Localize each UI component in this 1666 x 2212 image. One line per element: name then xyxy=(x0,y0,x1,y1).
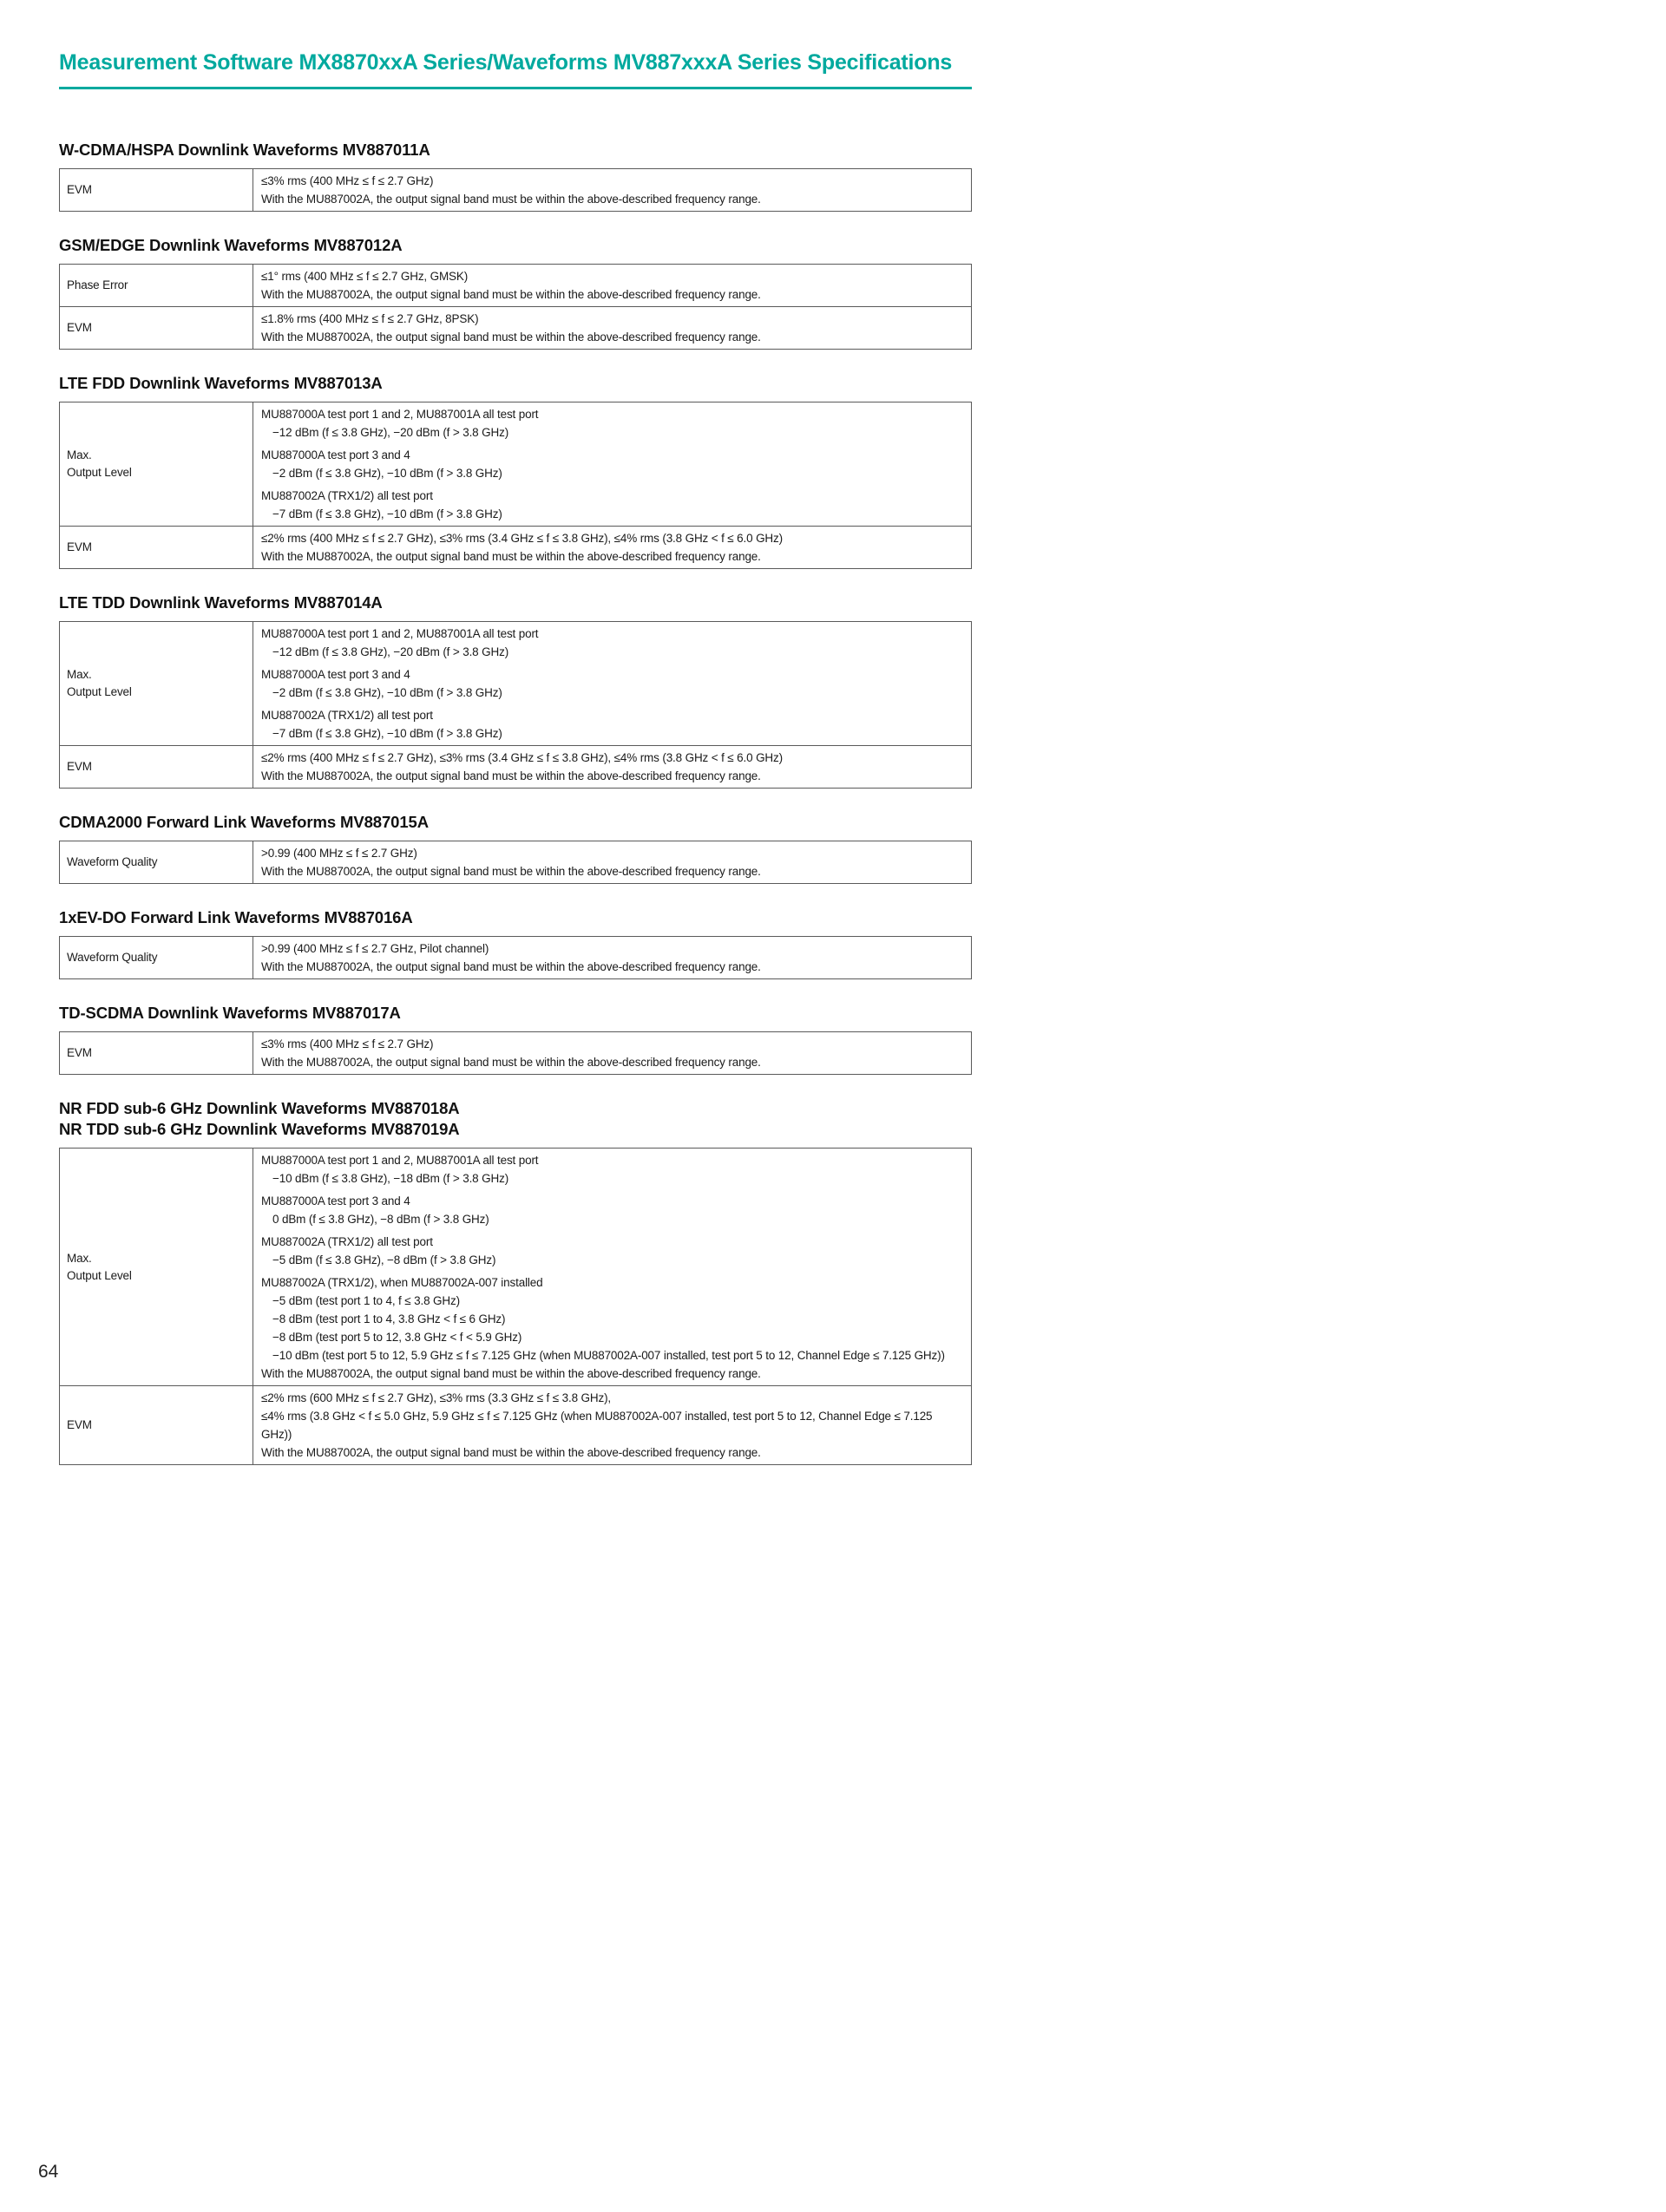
spec-group xyxy=(261,310,963,346)
spec-section xyxy=(59,592,972,789)
spec-group xyxy=(261,1273,963,1383)
spec-group xyxy=(261,706,963,743)
row-content xyxy=(253,937,971,978)
spec-group xyxy=(261,1151,963,1188)
section-headings xyxy=(59,592,972,613)
section-headings xyxy=(59,907,972,928)
spec-table xyxy=(59,841,972,884)
row-label xyxy=(60,1386,253,1464)
section-heading: 1xEV-DO Forward Link Waveforms MV887016A xyxy=(59,908,413,926)
row-content xyxy=(253,307,971,349)
spec-line: MU887000A test port 3 and 4 xyxy=(261,448,410,461)
table-row xyxy=(60,402,971,526)
spec-line: MU887002A (TRX1/2) all test port xyxy=(261,489,433,502)
row-content xyxy=(253,1386,971,1464)
spec-group xyxy=(261,1233,963,1269)
spec-line: −8 dBm (test port 1 to 4, 3.8 GHz < f ≤ 6 GHz) xyxy=(272,1312,506,1325)
spec-line: −5 dBm (test port 1 to 4, f ≤ 3.8 GHz) xyxy=(272,1294,460,1307)
spec-table xyxy=(59,264,972,350)
spec-line: −8 dBm (test port 5 to 12, 3.8 GHz < f < 5.9 GHz) xyxy=(272,1331,522,1344)
spec-line: With the MU887002A, the output signal band must be within the above-described frequency range. xyxy=(261,1056,761,1069)
section-headings xyxy=(59,140,972,160)
spec-line: With the MU887002A, the output signal band must be within the above-described frequency range. xyxy=(261,1367,761,1380)
spec-group xyxy=(261,487,963,523)
row-content xyxy=(253,402,971,526)
spec-line: MU887002A (TRX1/2) all test port xyxy=(261,709,433,722)
spec-table xyxy=(59,621,972,789)
spec-line: −7 dBm (f ≤ 3.8 GHz), −10 dBm (f > 3.8 GHz) xyxy=(272,727,502,740)
section-headings xyxy=(59,1003,972,1024)
spec-group xyxy=(261,1035,963,1071)
table-row xyxy=(60,306,971,349)
table-row xyxy=(60,745,971,788)
spec-line: >0.99 (400 MHz ≤ f ≤ 2.7 GHz, Pilot channel) xyxy=(261,942,489,955)
section-heading: TD-SCDMA Downlink Waveforms MV887017A xyxy=(59,1004,401,1022)
table-row xyxy=(60,841,971,883)
spec-table xyxy=(59,1148,972,1465)
spec-group xyxy=(261,1192,963,1228)
row-label-line: Phase Error xyxy=(67,278,128,291)
spec-section xyxy=(59,812,972,884)
row-label xyxy=(60,746,253,788)
table-row xyxy=(60,622,971,745)
row-label xyxy=(60,169,253,211)
table-row xyxy=(60,169,971,211)
spec-line: MU887002A (TRX1/2) all test port xyxy=(261,1235,433,1248)
section-heading: NR FDD sub-6 GHz Downlink Waveforms MV887018A xyxy=(59,1099,460,1117)
table-row xyxy=(60,1032,971,1074)
spec-line: ≤1° rms (400 MHz ≤ f ≤ 2.7 GHz, GMSK) xyxy=(261,270,469,283)
spec-line: −2 dBm (f ≤ 3.8 GHz), −10 dBm (f > 3.8 GHz) xyxy=(272,686,502,699)
spec-line: −10 dBm (f ≤ 3.8 GHz), −18 dBm (f > 3.8 GHz) xyxy=(272,1172,509,1185)
section-heading: NR TDD sub-6 GHz Downlink Waveforms MV887019A xyxy=(59,1120,460,1138)
row-label-line: Max. xyxy=(67,1251,92,1265)
spec-table xyxy=(59,1031,972,1075)
spec-line: −2 dBm (f ≤ 3.8 GHz), −10 dBm (f > 3.8 GHz) xyxy=(272,467,502,480)
spec-line: MU887000A test port 1 and 2, MU887001A all test port xyxy=(261,627,539,640)
spec-line: 0 dBm (f ≤ 3.8 GHz), −8 dBm (f > 3.8 GHz) xyxy=(272,1213,489,1226)
row-content xyxy=(253,1149,971,1385)
spec-line: With the MU887002A, the output signal band must be within the above-described frequency range. xyxy=(261,330,761,344)
spec-section xyxy=(59,235,972,350)
spec-line: ≤1.8% rms (400 MHz ≤ f ≤ 2.7 GHz, 8PSK) xyxy=(261,312,479,325)
row-content xyxy=(253,169,971,211)
row-label xyxy=(60,1149,253,1385)
spec-section xyxy=(59,907,972,979)
row-label-line: Output Level xyxy=(67,685,132,698)
spec-line: With the MU887002A, the output signal band must be within the above-described frequency range. xyxy=(261,960,761,973)
spec-line: With the MU887002A, the output signal band must be within the above-described frequency range. xyxy=(261,865,761,878)
section-headings xyxy=(59,373,972,394)
spec-line: ≤2% rms (600 MHz ≤ f ≤ 2.7 GHz), ≤3% rms (3.3 GHz ≤ f ≤ 3.8 GHz), xyxy=(261,1391,612,1404)
spec-line: MU887002A (TRX1/2), when MU887002A-007 installed xyxy=(261,1276,543,1289)
spec-line: ≤2% rms (400 MHz ≤ f ≤ 2.7 GHz), ≤3% rms (3.4 GHz ≤ f ≤ 3.8 GHz), ≤4% rms (3.8 GHz < f ≤ 6.0 GHz) xyxy=(261,751,783,764)
spec-line: MU887000A test port 3 and 4 xyxy=(261,668,410,681)
row-label-line: EVM xyxy=(67,183,92,196)
spec-section xyxy=(59,140,972,212)
section-heading: CDMA2000 Forward Link Waveforms MV887015A xyxy=(59,813,429,831)
spec-section xyxy=(59,1098,972,1465)
row-label-line: EVM xyxy=(67,1046,92,1059)
row-content xyxy=(253,746,971,788)
row-label xyxy=(60,622,253,745)
spec-section xyxy=(59,1003,972,1075)
spec-line: With the MU887002A, the output signal band must be within the above-described frequency range. xyxy=(261,1446,761,1459)
row-label xyxy=(60,841,253,883)
spec-line: MU887000A test port 1 and 2, MU887001A all test port xyxy=(261,1154,539,1167)
spec-group xyxy=(261,749,963,785)
spec-table xyxy=(59,402,972,569)
spec-line: ≤2% rms (400 MHz ≤ f ≤ 2.7 GHz), ≤3% rms (3.4 GHz ≤ f ≤ 3.8 GHz), ≤4% rms (3.8 GHz < f ≤ 6.0 GHz) xyxy=(261,532,783,545)
spec-line: ≤4% rms (3.8 GHz < f ≤ 5.0 GHz, 5.9 GHz ≤ f ≤ 7.125 GHz (when MU887002A-007 installed, test port 5 to 12, Channel Edge ≤ 7.125 GHz)) xyxy=(261,1410,933,1441)
page-number: 64 xyxy=(38,2162,59,2182)
spec-table xyxy=(59,168,972,212)
row-label xyxy=(60,307,253,349)
row-label-line: EVM xyxy=(67,760,92,773)
row-content xyxy=(253,265,971,306)
spec-line: MU887000A test port 1 and 2, MU887001A all test port xyxy=(261,408,539,421)
row-label-line: EVM xyxy=(67,540,92,553)
section-headings xyxy=(59,812,972,833)
row-label xyxy=(60,402,253,526)
table-row xyxy=(60,265,971,306)
section-heading: LTE TDD Downlink Waveforms MV887014A xyxy=(59,593,383,612)
section-headings xyxy=(59,235,972,256)
spec-group xyxy=(261,625,963,661)
spec-line: With the MU887002A, the output signal band must be within the above-described frequency range. xyxy=(261,288,761,301)
section-heading: LTE FDD Downlink Waveforms MV887013A xyxy=(59,374,383,392)
spec-line: −7 dBm (f ≤ 3.8 GHz), −10 dBm (f > 3.8 GHz) xyxy=(272,507,502,520)
spec-group xyxy=(261,529,963,566)
spec-line: −10 dBm (test port 5 to 12, 5.9 GHz ≤ f ≤ 7.125 GHz (when MU887002A-007 installed, test port 5 to 12, Channel Edge ≤ 7.125 GHz)) xyxy=(272,1349,945,1362)
page-content xyxy=(59,50,972,1489)
table-row xyxy=(60,1149,971,1385)
spec-group xyxy=(261,665,963,702)
row-label-line: EVM xyxy=(67,1418,92,1431)
spec-group xyxy=(261,446,963,482)
spec-table xyxy=(59,936,972,979)
spec-group xyxy=(261,1389,963,1462)
row-label xyxy=(60,1032,253,1074)
spec-line: With the MU887002A, the output signal band must be within the above-described frequency range. xyxy=(261,193,761,206)
section-heading: GSM/EDGE Downlink Waveforms MV887012A xyxy=(59,236,403,254)
row-label-line: Waveform Quality xyxy=(67,951,158,964)
row-label xyxy=(60,265,253,306)
sections xyxy=(59,140,972,1465)
row-label-line: Max. xyxy=(67,668,92,681)
spec-group xyxy=(261,172,963,208)
spec-line: ≤3% rms (400 MHz ≤ f ≤ 2.7 GHz) xyxy=(261,174,434,187)
spec-group xyxy=(261,405,963,442)
row-label-line: EVM xyxy=(67,321,92,334)
spec-line: −12 dBm (f ≤ 3.8 GHz), −20 dBm (f > 3.8 GHz) xyxy=(272,645,509,658)
row-label-line: Waveform Quality xyxy=(67,855,158,868)
row-label xyxy=(60,527,253,568)
row-label-line: Max. xyxy=(67,448,92,461)
spec-line: With the MU887002A, the output signal band must be within the above-described frequency range. xyxy=(261,550,761,563)
table-row xyxy=(60,937,971,978)
spec-line: With the MU887002A, the output signal band must be within the above-described frequency range. xyxy=(261,769,761,782)
page-title: Measurement Software MX8870xxA Series/Waveforms MV887xxxA Series Specifications xyxy=(59,50,972,89)
row-content xyxy=(253,841,971,883)
row-label xyxy=(60,937,253,978)
table-row xyxy=(60,526,971,568)
section-heading: W-CDMA/HSPA Downlink Waveforms MV887011A xyxy=(59,141,430,159)
row-label-line: Output Level xyxy=(67,466,132,479)
spec-section xyxy=(59,373,972,569)
table-row xyxy=(60,1385,971,1464)
spec-line: −12 dBm (f ≤ 3.8 GHz), −20 dBm (f > 3.8 GHz) xyxy=(272,426,509,439)
spec-line: MU887000A test port 3 and 4 xyxy=(261,1194,410,1207)
row-label-line: Output Level xyxy=(67,1268,132,1282)
row-content xyxy=(253,1032,971,1074)
row-content xyxy=(253,622,971,745)
section-headings xyxy=(59,1098,972,1140)
spec-line: >0.99 (400 MHz ≤ f ≤ 2.7 GHz) xyxy=(261,847,417,860)
spec-group xyxy=(261,844,963,880)
spec-group xyxy=(261,267,963,304)
spec-line: ≤3% rms (400 MHz ≤ f ≤ 2.7 GHz) xyxy=(261,1037,434,1050)
spec-line: −5 dBm (f ≤ 3.8 GHz), −8 dBm (f > 3.8 GHz) xyxy=(272,1253,496,1266)
spec-group xyxy=(261,939,963,976)
row-content xyxy=(253,527,971,568)
